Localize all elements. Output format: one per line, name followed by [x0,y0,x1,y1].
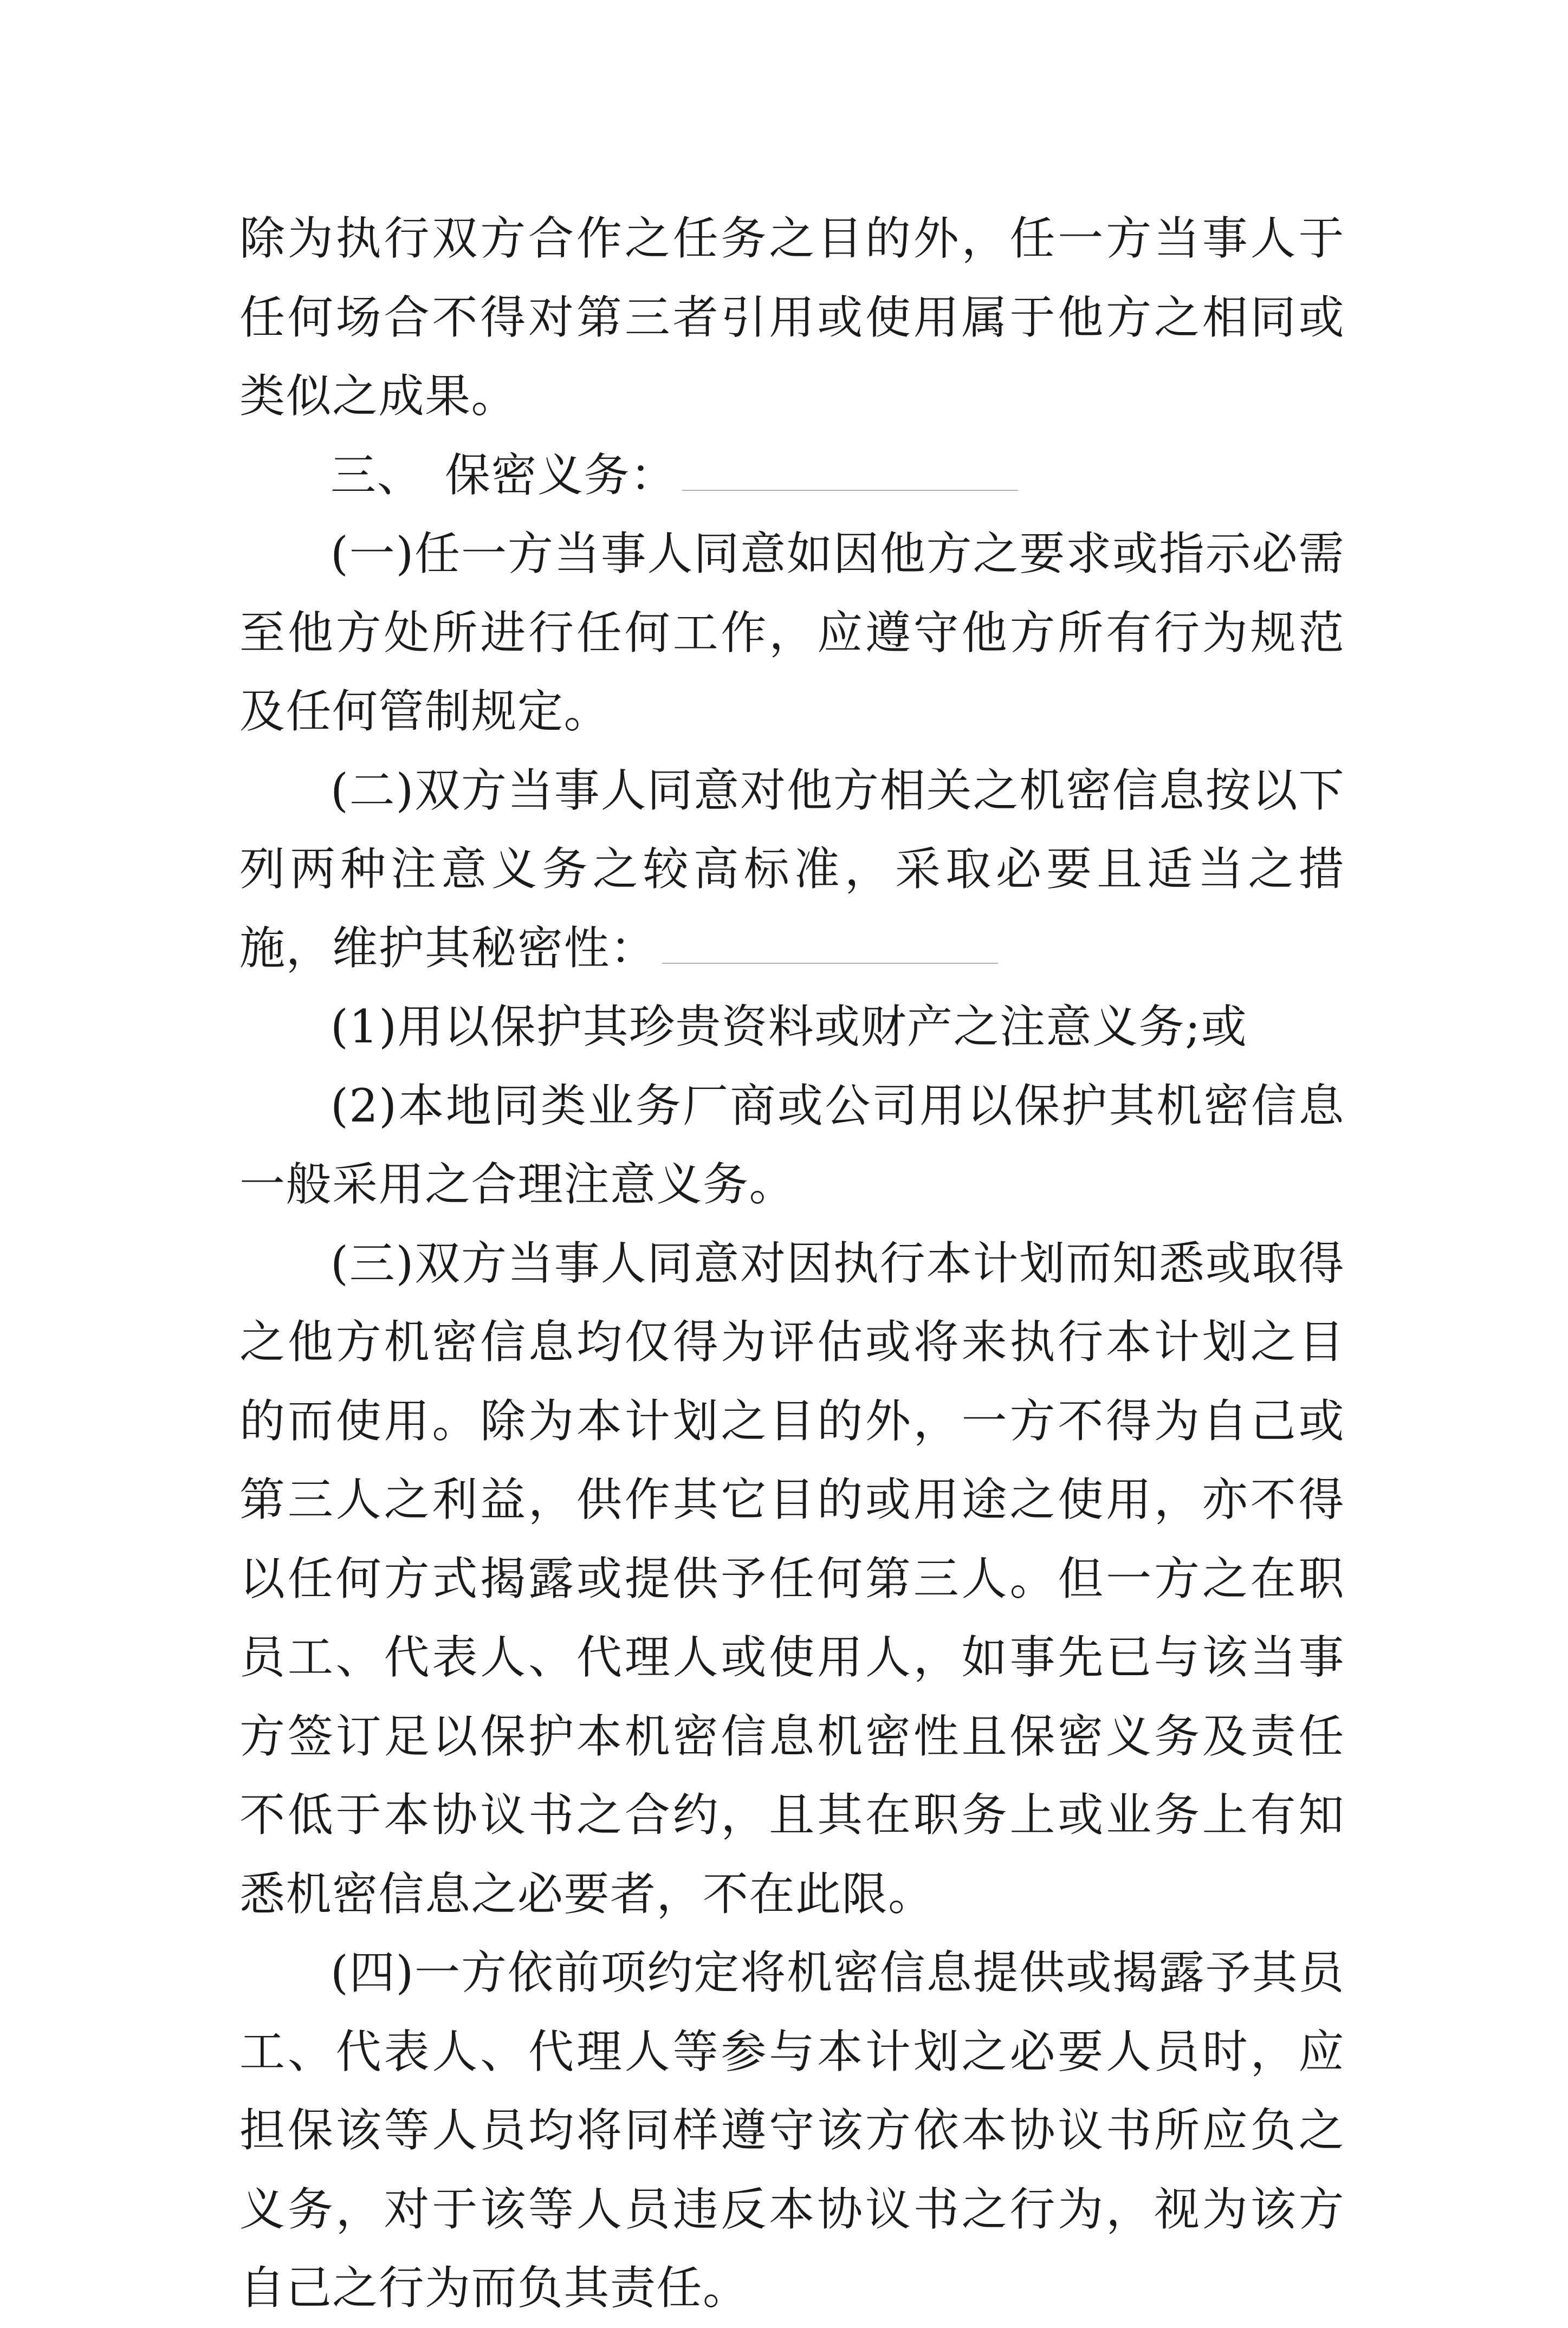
section-heading-confidentiality [239,436,1345,515]
document-body [239,199,1345,2328]
paragraph-clause-3 [239,1224,1345,1934]
blank-line [662,930,998,964]
paragraph-text: (1)用以保护其珍贵资料或财产之注意义务;或 [331,1000,1248,1053]
paragraph-clause-1 [239,515,1345,751]
paragraph-subclause-2 [239,1067,1345,1224]
paragraph-subclause-1 [239,988,1345,1067]
section-title: 保密义务： [445,448,677,502]
paragraph-text: 除为执行双方合作之任务之目的外，任一方当事人于任何场合不得对第三者引用或使用属于他方之相同或类似之成果。 [239,212,1345,423]
paragraph-text: (四)一方依前项约定将机密信息提供或揭露予其员工、代表人、代理人等参与本计划之必要人员时，应担保该等人员均将同样遵守该方依本协议书所应负之义务，对于该等人员违反本协议书之行为，视为该方自己之行为而负其责任。 [239,1946,1345,2314]
blank-line [682,457,1018,491]
paragraph-clause-4 [239,1934,1345,2328]
paragraph-text: (一)任一方当事人同意如因他方之要求或指示必需至他方处所进行任何工作，应遵守他方所有行为规范及任何管制规定。 [239,527,1345,738]
paragraph-text: (三)双方当事人同意对因执行本计划而知悉或取得之他方机密信息均仅得为评估或将来执行本计划之目的而使用。除为本计划之目的外，一方不得为自己或第三人之利益，供作其它目的或用途之使用，亦不得以任何方式揭露或提供予任何第三人。但一方之在职员工、代表人、代理人或使用人，如事先已与该当事方签订足以保护本机密信息机密性且保密义务及责任不低于本协议书之合约，且其在职务上或业务上有知悉机密信息之必要者，不在此限。 [239,1236,1345,1921]
paragraph-text: (2)本地同类业务厂商或公司用以保护其机密信息一般采用之合理注意义务。 [239,1079,1345,1211]
paragraph-text: (二)双方当事人同意对他方相关之机密信息按以下列两种注意义务之较高标准，采取必要且适当之措施，维护其秘密性： [239,763,1345,975]
paragraph-results-use [239,199,1345,436]
paragraph-clause-2 [239,751,1345,988]
section-number: 三、 [331,448,424,502]
